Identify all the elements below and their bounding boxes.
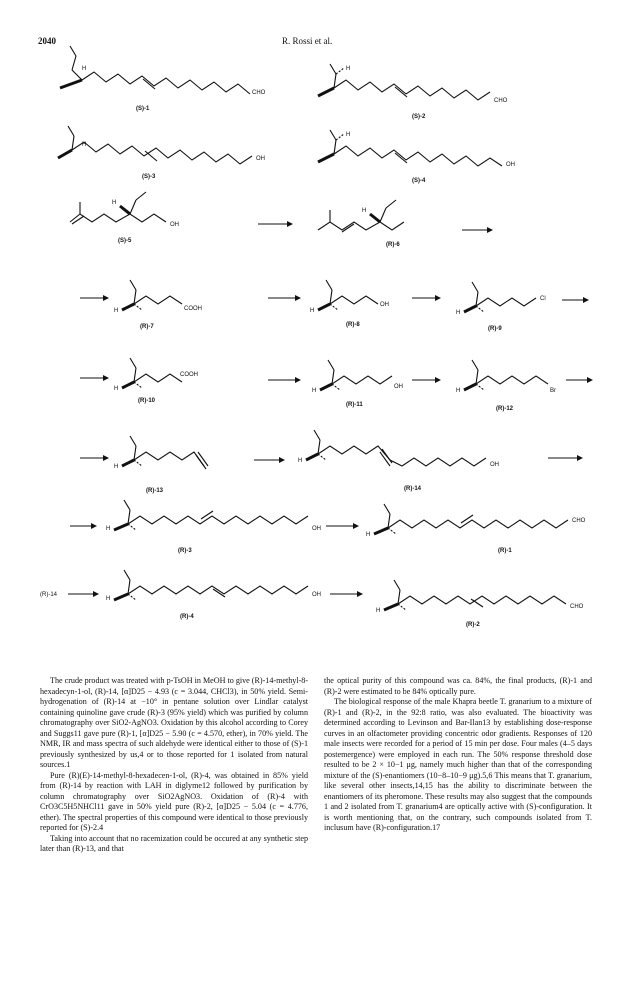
structure-r-12 [464,360,548,390]
label-s-2: (S)-2 [412,114,426,120]
paragraph: The biological response of the male Khapra beetle T. granarium to a mixture of (R)-1 and (R)-2, in the 92:8 ratio, was also evaluated. The bioactivity was determined according to Levinson and Bar-Ilan13 by establishing dose-response curves in an olfactometer providing concentric odor gradients. Responses of 120 male insects were recorded for a period of 15 min per dose. Four males (4–5 days postemergence) were employed in each run. The 50% response threshold dose resulted to be 2 × 10−1 μg, namely much higher than that of the corresponding mixture of the (S)-enantiomers (10−8–10−9 μg).5,6 This means that T. granarium, like several other insects,14,15 has the ability to discriminate between the enantiomers of its pheromone. These results may also suggest that the compounds 1 and 2 isolated from T. granarium4 are optically active with (S)-configuration. It is worth mentioning that, on the contrary, such compounds isolated from T. inclusum have (R)-configuration.17 [324,697,592,832]
label-r-4: (R)-4 [180,614,194,620]
label-s-1: (S)-1 [136,106,150,112]
label-s-3: (S)-3 [142,174,156,180]
label-r-14: (R)-14 [404,486,422,492]
label-r-2: (R)-2 [466,622,480,628]
label-r-1: (R)-1 [498,548,512,554]
atom-h: H [456,310,461,316]
group-oh-s3: OH [256,156,265,162]
structure-r-7 [122,280,182,310]
group-oh-r8: OH [380,302,389,308]
paragraph: the optical purity of this compound was ca. 84%, the final products, (R)-1 and (R)-2 were estimated to be 84% optically pure. [324,676,592,696]
atom-h: H [346,66,351,72]
label-r-9: (R)-9 [488,326,502,332]
group-cho-r2: CHO [570,604,584,610]
atom-h: H [298,458,303,464]
label-s-4: (S)-4 [412,178,426,184]
group-cooh-r10: COOH [180,372,198,378]
running-head: R. Rossi et al. [282,36,333,46]
structure-r-10 [122,358,182,388]
structure-r-11 [320,360,392,390]
atom-h: H [82,142,87,148]
group-br-r12: Br [550,388,556,394]
group-cooh-r7: COOH [184,306,202,312]
label-r-10: (R)-10 [138,398,156,404]
structure-s-1 [60,46,250,94]
atom-h: H [106,596,111,602]
group-oh-r14: OH [490,462,499,468]
atom-h: H [346,132,351,138]
structure-r-9 [464,282,536,312]
structure-r-8 [318,280,378,310]
body-column-left [40,676,308,855]
label-r-14-start: (R)-14 [40,592,58,598]
structure-s-3 [58,126,252,164]
group-oh-r11: OH [394,384,403,390]
structure-r-1 [374,504,568,534]
atom-h: H [456,388,461,394]
body-column-right [324,676,592,834]
structure-r-13 [122,436,208,469]
label-r-7: (R)-7 [140,324,154,330]
group-oh-r4: OH [312,592,321,598]
label-r-8: (R)-8 [346,322,360,328]
label-r-12: (R)-12 [496,406,514,412]
atom-h: H [376,608,381,614]
group-oh-r3: OH [312,526,321,532]
atom-h: H [310,308,315,314]
group-cho-s1: CHO [252,90,266,96]
atom-h: H [362,208,367,214]
atom-h: H [112,200,117,206]
label-r-11: (R)-11 [346,402,363,408]
paragraph: Taking into account that no racemization could be occured at any synthetic step later than (R)-13, and that [40,833,308,853]
structure-r-14 [306,430,486,466]
paragraph: The crude product was treated with p-TsOH in MeOH to give (R)-14-methyl-8-hexadecyn-1-ol, (R)-14, [α]D25 − 4.93 (c = 3.044, CHCl3), in 50% yield. Semi-hydrogenation of (R)-14 at −10° in pentane solution over Lindlar catalyst containing quinoline gave crude (R)-3 (95% yield) which was purified by column chromatography over SiO2-AgNO3. Oxidation by this alcohol according to Corey and Suggs11 gave pure (R)-1, [α]D25 − 5.90 (c = 4.570, ether), in 70% yield. The NMR, IR and mass spectra of such aldehyde were identical either to those of (S)-1 previously synthesized by us,4 or to those reported for 1 isolated from natural sources.1 [40,676,308,769]
group-cho-r1: CHO [572,518,586,524]
atom-h: H [114,386,119,392]
structure-r-3 [114,500,308,530]
structure-r-2 [384,580,566,610]
label-r-6: (R)-6 [386,242,400,248]
group-oh-s4: OH [506,162,515,168]
structure-s-2 [318,64,490,100]
group-oh-s5: OH [170,222,179,228]
structure-s-5 [70,192,166,224]
page-number: 2040 [38,36,56,46]
label-s-5: (S)-5 [118,238,132,244]
atom-h: H [82,66,87,72]
atom-h: H [114,464,119,470]
atom-h: H [106,526,111,532]
structure-r-6 [318,200,404,232]
label-r-13: (R)-13 [146,488,164,494]
label-r-3: (R)-3 [178,548,192,554]
atom-h: H [114,308,119,314]
structure-r-4 [114,570,308,600]
atom-h: H [366,532,371,538]
atom-h: H [312,388,317,394]
group-cho-s2: CHO [494,98,508,104]
group-cl-r9: Cl [540,296,546,302]
paragraph: Pure (R)(E)-14-methyl-8-hexadecen-1-ol, (R)-4, was obtained in 85% yield from (R)-14 by reaction with LAH in diglyme12 followed by purification by column chromatography over SiO2AgNO3. Oxidation of (R)-4 with CrO3C5H5NHCl11 gave in 50% yield pure (R)-2, [α]D25 − 5.04 (c = 4.776, ether). The spectral properties of this compound were identical to those previously reported for (S)-2.4 [40,770,308,832]
